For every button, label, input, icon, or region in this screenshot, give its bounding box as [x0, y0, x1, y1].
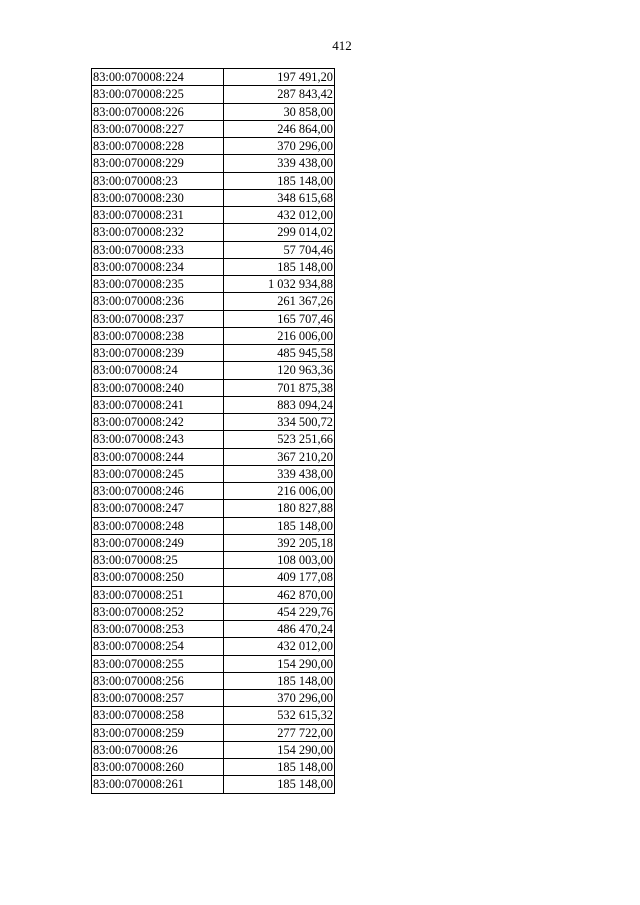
cadastral-number-cell: 83:00:070008:252 [92, 603, 224, 620]
table-row [92, 690, 335, 707]
cadastral-number-cell: 83:00:070008:26 [92, 741, 224, 758]
cadastral-value-cell: 339 438,00 [224, 465, 335, 482]
table-row [92, 224, 335, 241]
cadastral-number-cell: 83:00:070008:244 [92, 448, 224, 465]
table-row [92, 396, 335, 413]
cadastral-number-cell: 83:00:070008:236 [92, 293, 224, 310]
cadastral-value-cell: 486 470,24 [224, 621, 335, 638]
table-row [92, 759, 335, 776]
table-row [92, 207, 335, 224]
cadastral-value-cell: 185 148,00 [224, 776, 335, 793]
table-row [92, 414, 335, 431]
cadastral-value-cell: 370 296,00 [224, 138, 335, 155]
cadastral-value-cell: 1 032 934,88 [224, 276, 335, 293]
cadastral-number-cell: 83:00:070008:260 [92, 759, 224, 776]
cadastral-number-cell: 83:00:070008:243 [92, 431, 224, 448]
cadastral-value-cell: 883 094,24 [224, 396, 335, 413]
cadastral-value-cell: 216 006,00 [224, 483, 335, 500]
table-row [92, 707, 335, 724]
cadastral-number-cell: 83:00:070008:254 [92, 638, 224, 655]
cadastral-number-cell: 83:00:070008:242 [92, 414, 224, 431]
cadastral-number-cell: 83:00:070008:226 [92, 103, 224, 120]
table-row [92, 638, 335, 655]
cadastral-value-cell: 30 858,00 [224, 103, 335, 120]
cadastral-value-cell: 462 870,00 [224, 586, 335, 603]
table-row [92, 172, 335, 189]
table-row [92, 379, 335, 396]
cadastral-number-cell: 83:00:070008:235 [92, 276, 224, 293]
table-row [92, 103, 335, 120]
cadastral-number-cell: 83:00:070008:261 [92, 776, 224, 793]
page-number: 412 [332, 38, 352, 53]
table-row [92, 586, 335, 603]
cadastral-number-cell: 83:00:070008:225 [92, 86, 224, 103]
table-row [92, 69, 335, 86]
cadastral-value-cell: 154 290,00 [224, 655, 335, 672]
table-row [92, 276, 335, 293]
table-row [92, 155, 335, 172]
cadastral-value-cell: 367 210,20 [224, 448, 335, 465]
cadastral-number-cell: 83:00:070008:247 [92, 500, 224, 517]
table-row [92, 327, 335, 344]
cadastral-value-cell: 185 148,00 [224, 517, 335, 534]
cadastral-number-cell: 83:00:070008:240 [92, 379, 224, 396]
table-row [92, 741, 335, 758]
cadastral-value-cell: 485 945,58 [224, 345, 335, 362]
cadastral-value-cell: 185 148,00 [224, 759, 335, 776]
cadastral-value-cell: 523 251,66 [224, 431, 335, 448]
cadastral-value-cell: 348 615,68 [224, 189, 335, 206]
cadastral-number-cell: 83:00:070008:229 [92, 155, 224, 172]
cadastral-value-cell: 277 722,00 [224, 724, 335, 741]
table-row [92, 621, 335, 638]
cadastral-value-cell: 197 491,20 [224, 69, 335, 86]
cadastral-number-cell: 83:00:070008:248 [92, 517, 224, 534]
cadastral-number-cell: 83:00:070008:230 [92, 189, 224, 206]
cadastral-number-cell: 83:00:070008:253 [92, 621, 224, 638]
table-row [92, 465, 335, 482]
cadastral-number-cell: 83:00:070008:250 [92, 569, 224, 586]
cadastral-value-cell: 432 012,00 [224, 638, 335, 655]
table-row [92, 655, 335, 672]
table-row [92, 120, 335, 137]
table-row [92, 310, 335, 327]
cadastral-number-cell: 83:00:070008:227 [92, 120, 224, 137]
cadastral-number-cell: 83:00:070008:258 [92, 707, 224, 724]
table-row [92, 241, 335, 258]
cadastral-value-table [91, 68, 335, 794]
cadastral-number-cell: 83:00:070008:251 [92, 586, 224, 603]
cadastral-number-cell: 83:00:070008:224 [92, 69, 224, 86]
table-row [92, 724, 335, 741]
table-row [92, 431, 335, 448]
cadastral-value-cell: 370 296,00 [224, 690, 335, 707]
cadastral-number-cell: 83:00:070008:228 [92, 138, 224, 155]
table-row [92, 258, 335, 275]
cadastral-value-cell: 392 205,18 [224, 534, 335, 551]
cadastral-number-cell: 83:00:070008:25 [92, 552, 224, 569]
cadastral-number-cell: 83:00:070008:232 [92, 224, 224, 241]
table-row [92, 362, 335, 379]
cadastral-value-cell: 57 704,46 [224, 241, 335, 258]
cadastral-number-cell: 83:00:070008:246 [92, 483, 224, 500]
cadastral-value-cell: 185 148,00 [224, 672, 335, 689]
table-row [92, 776, 335, 793]
cadastral-number-cell: 83:00:070008:237 [92, 310, 224, 327]
table-body [92, 69, 335, 794]
cadastral-value-cell: 299 014,02 [224, 224, 335, 241]
cadastral-value-cell: 165 707,46 [224, 310, 335, 327]
cadastral-number-cell: 83:00:070008:233 [92, 241, 224, 258]
cadastral-number-cell: 83:00:070008:231 [92, 207, 224, 224]
table-row [92, 500, 335, 517]
table-row [92, 603, 335, 620]
table-row [92, 345, 335, 362]
cadastral-value-cell: 180 827,88 [224, 500, 335, 517]
cadastral-number-cell: 83:00:070008:241 [92, 396, 224, 413]
cadastral-value-cell: 339 438,00 [224, 155, 335, 172]
cadastral-value-cell: 334 500,72 [224, 414, 335, 431]
table-row [92, 569, 335, 586]
table-row [92, 86, 335, 103]
cadastral-value-cell: 185 148,00 [224, 172, 335, 189]
cadastral-number-cell: 83:00:070008:256 [92, 672, 224, 689]
cadastral-value-cell: 701 875,38 [224, 379, 335, 396]
cadastral-number-cell: 83:00:070008:255 [92, 655, 224, 672]
cadastral-value-cell: 261 367,26 [224, 293, 335, 310]
table-row [92, 293, 335, 310]
cadastral-number-cell: 83:00:070008:257 [92, 690, 224, 707]
cadastral-value-cell: 532 615,32 [224, 707, 335, 724]
table-row [92, 138, 335, 155]
cadastral-number-cell: 83:00:070008:238 [92, 327, 224, 344]
table-row [92, 483, 335, 500]
cadastral-value-cell: 287 843,42 [224, 86, 335, 103]
cadastral-value-cell: 154 290,00 [224, 741, 335, 758]
cadastral-value-cell: 108 003,00 [224, 552, 335, 569]
cadastral-value-cell: 185 148,00 [224, 258, 335, 275]
table-row [92, 552, 335, 569]
table-row [92, 517, 335, 534]
cadastral-value-cell: 432 012,00 [224, 207, 335, 224]
cadastral-value-cell: 454 229,76 [224, 603, 335, 620]
cadastral-value-cell: 246 864,00 [224, 120, 335, 137]
cadastral-number-cell: 83:00:070008:249 [92, 534, 224, 551]
table-row [92, 189, 335, 206]
cadastral-number-cell: 83:00:070008:234 [92, 258, 224, 275]
cadastral-number-cell: 83:00:070008:259 [92, 724, 224, 741]
cadastral-number-cell: 83:00:070008:245 [92, 465, 224, 482]
cadastral-number-cell: 83:00:070008:24 [92, 362, 224, 379]
table-row [92, 534, 335, 551]
cadastral-number-cell: 83:00:070008:239 [92, 345, 224, 362]
table-row [92, 672, 335, 689]
cadastral-value-cell: 409 177,08 [224, 569, 335, 586]
cadastral-value-cell: 216 006,00 [224, 327, 335, 344]
cadastral-value-cell: 120 963,36 [224, 362, 335, 379]
table-row [92, 448, 335, 465]
cadastral-number-cell: 83:00:070008:23 [92, 172, 224, 189]
